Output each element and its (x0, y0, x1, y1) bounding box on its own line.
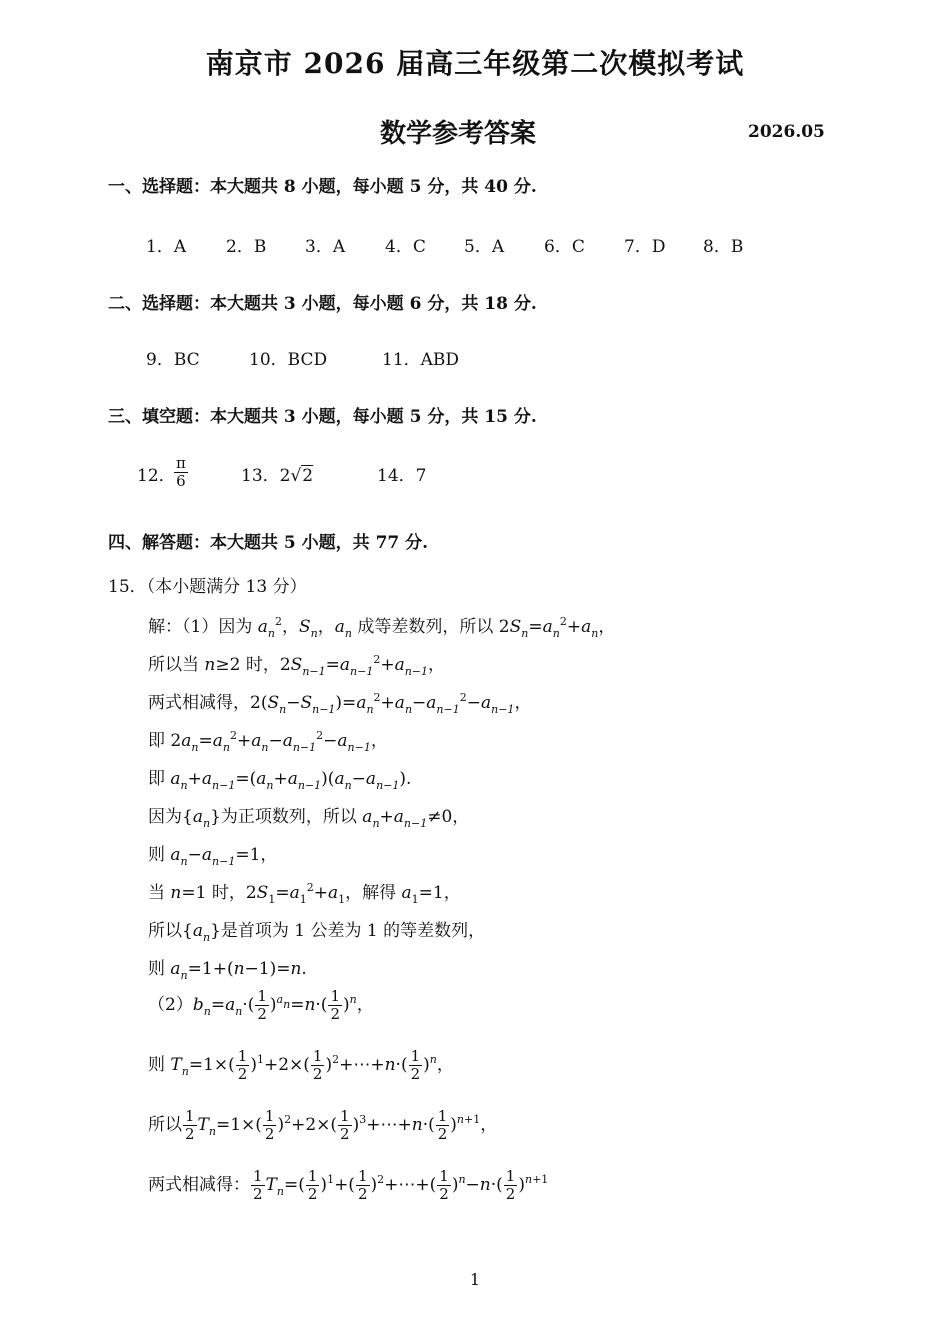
section-3-heading: 三、填空题：本大题共 3 小题，每小题 5 分，共 15 分. (108, 407, 537, 427)
answer-8: 8．B (703, 237, 744, 257)
answer-5: 5．A (464, 237, 505, 257)
solution-line-12: 则 $T_n=1\times$( $\frac{1}{2}$ )$^1$+2×( $\frac{1}{2}$ )$^2$+⋯+n·( $\frac{1}{2}$ )$^n$， (148, 1047, 454, 1083)
answer-14: 14．7 (377, 466, 427, 486)
solution-line-7: 则 $a_n-a_{n-1}=1$， (148, 845, 278, 868)
section-4-heading: 四、解答题：本大题共 5 小题，共 77 分. (108, 533, 429, 553)
solution-line-13: 所以 $\frac{1}{2}$ $T_n=1\times$( $\frac{1}{2}$ )$^2$+2×( $\frac{1}{2}$ )$^3$+⋯+n·( $\frac{1}{2}$ )$^{n+1}$， (148, 1107, 498, 1143)
answer-10: 10．BCD (249, 350, 328, 370)
answer-13-label: 13．2 (241, 466, 291, 486)
section-2-heading: 二、选择题：本大题共 3 小题，每小题 6 分，共 18 分. (108, 294, 537, 314)
solution-line-9: 所以$\{a_n\}$是首项为 1 公差为 1 的等差数列， (148, 921, 486, 944)
solution-line-11: $(2)b_n=a_n\cdot$( $\frac{1}{2}$ )$^{a_n}$=n·( $\frac{1}{2}$ )$^n$， (148, 987, 374, 1023)
answer-12-numerator: π (176, 454, 186, 472)
solution-line-5: 即 $a_n+a_{n-1}=(a_n+a_{n-1})(a_n-a_{n-1})$. (148, 769, 412, 792)
solution-line-10: 则 $a_n=1+(n-1)=n$. (148, 959, 307, 982)
solution-line-4: 即 $2a_n=a_n^2+a_n-a_{n-1}^2-a_{n-1}$， (148, 729, 388, 754)
document-title: 南京市 2026 届高三年级第二次模拟考试 (205, 47, 745, 80)
section-1-heading: 一、选择题：本大题共 8 小题，每小题 5 分，共 40 分. (108, 177, 537, 197)
answer-9: 9．BC (146, 350, 200, 370)
answer-2: 2．B (226, 237, 267, 257)
page-number: 1 (469, 1270, 481, 1289)
answer-13-radicand: 2 (302, 466, 314, 486)
answer-12-denominator: 6 (176, 472, 186, 490)
solution-line-2: 所以当 n≥2 时，$2S_{n-1}=a_{n-1}^2+a_{n-1}$， (148, 653, 446, 678)
answer-6: 6．C (544, 237, 585, 257)
answer-4: 4．C (385, 237, 426, 257)
document-subtitle: 数学参考答案 (380, 119, 537, 149)
answer-3: 3．A (305, 237, 346, 257)
solution-line-1: 解：（1）因为 $a_n^2$，$S_n$，$a_n$ 成等差数列，所以 $2S_n=a_n^2+a_n$， (148, 615, 616, 640)
answer-13: 13．2√2 (241, 466, 314, 486)
question-15-header: 15．（本小题满分 13 分） (108, 577, 307, 597)
answer-11: 11．ABD (382, 350, 460, 370)
document-date: 2026.05 (748, 122, 825, 142)
solution-line-6: 因为$\{a_n\}$为正项数列，所以 $a_n+a_{n-1}\ne 0$， (148, 807, 470, 830)
answer-1: 1．A (146, 237, 187, 257)
answer-12-fraction (173, 455, 189, 490)
solution-line-14: 两式相减得： $\frac{1}{2}$ $T_n=$( $\frac{1}{2}$ )$^1$+( $\frac{1}{2}$ )$^2$+⋯+( $\frac{1}{2}$ )$^n$−n·( $\frac{1}{2}$ )$^{n+1}$ (148, 1167, 549, 1203)
answer-7: 7．D (624, 237, 666, 257)
solution-line-8: 当 n=1 时，$2S_1=a_1^2+a_1$，解得 $a_1=1$， (148, 881, 461, 906)
answer-12-label: 12． (137, 466, 176, 486)
solution-line-3: 两式相减得，$2(S_n-S_{n-1})=a_n^2+a_n-a_{n-1}^2-a_{n-1}$， (148, 691, 532, 716)
